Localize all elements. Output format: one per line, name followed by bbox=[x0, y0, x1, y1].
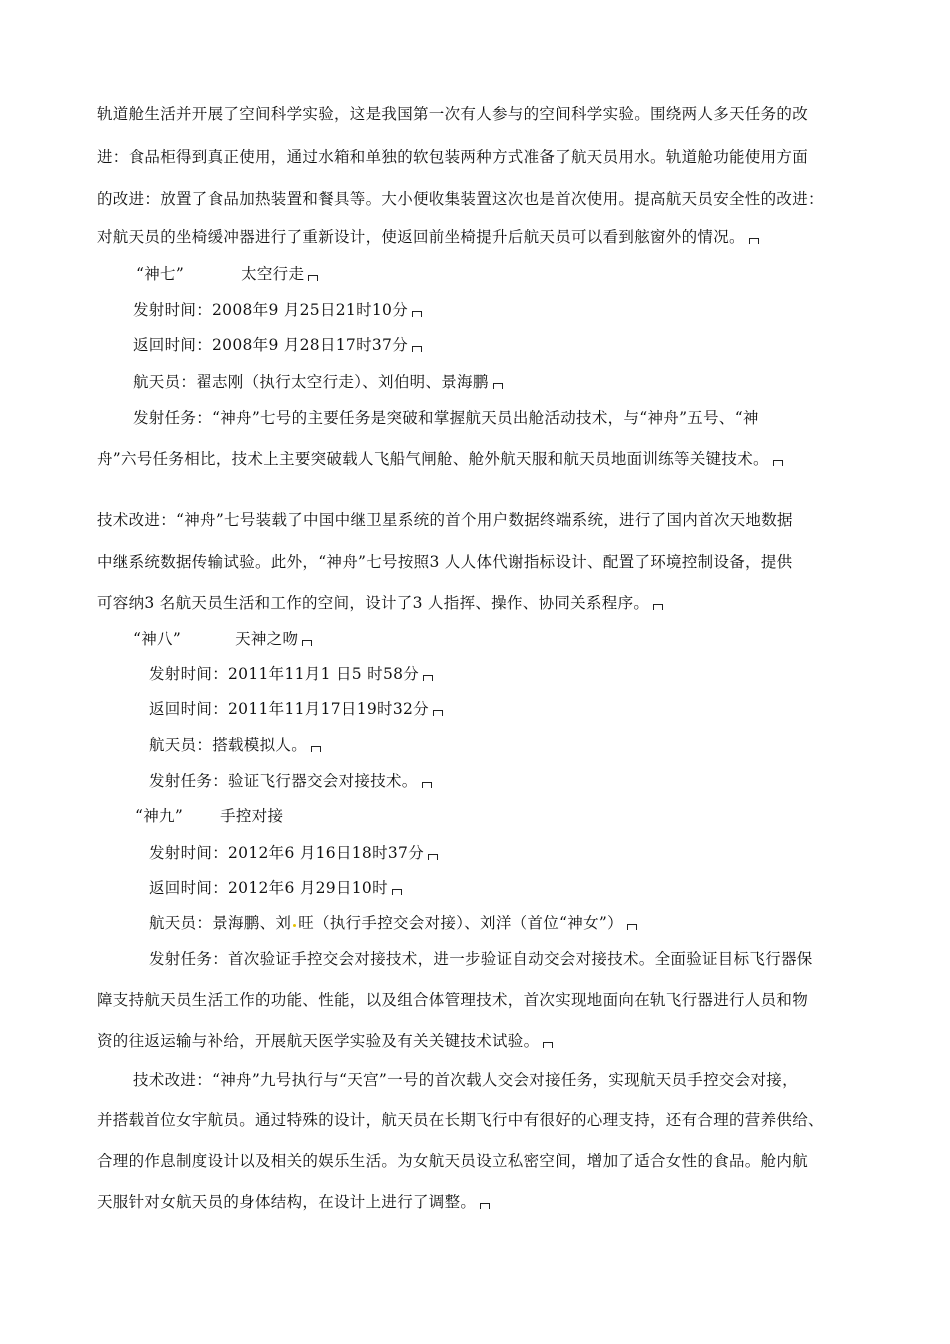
paragraph-mark-icon bbox=[749, 238, 759, 244]
text-line: 航天员：搭载模拟人。 bbox=[149, 735, 321, 755]
text-line: 对航天员的坐椅缓冲器进行了重新设计，使返回前坐椅提升后航天员可以看到舷窗外的情况。 bbox=[97, 227, 759, 247]
paragraph-mark-icon bbox=[302, 640, 312, 646]
paragraph-mark-icon bbox=[543, 1042, 553, 1048]
text-line: 技术改进：“神舟”七号装载了中国中继卫星系统的首个用户数据终端系统，进行了国内首次天地数据 bbox=[97, 511, 793, 529]
text-line: 中继系统数据传输试验。此外，“神舟”七号按照3 人人体代谢指标设计、配置了环境控制设备，提供 bbox=[97, 553, 793, 571]
text-line: 轨道舱生活并开展了空间科学实验，这是我国第一次有人参与的空间科学实验。围绕两人多天任务的改 bbox=[97, 105, 809, 123]
text-line: 资的往返运输与补给，开展航天医学实验及有关关键技术试验。 bbox=[97, 1031, 553, 1051]
text-line: 合理的作息制度设计以及相关的娱乐生活。为女航天员设立私密空间，增加了适合女性的食品。舱内航 bbox=[97, 1152, 809, 1170]
text-line: 的改进：放置了食品加热装置和餐具等。大小便收集装置这次也是首次使用。提高航天员安全性的改进： bbox=[97, 190, 824, 208]
paragraph-mark-icon bbox=[773, 460, 783, 466]
paragraph-mark-icon bbox=[433, 710, 443, 716]
text-line: 并搭载首位女宇航员。通过特殊的设计，航天员在长期飞行中有很好的心理支持，还有合理的营养供给、 bbox=[97, 1111, 824, 1129]
text-line: 发射时间：2012年6 月16日18时37分 bbox=[149, 843, 438, 863]
text-line: 天服针对女航天员的身体结构，在设计上进行了调整。 bbox=[97, 1192, 490, 1212]
mission-heading-shen7: “神七” 太空行走 bbox=[136, 264, 318, 284]
text-line: 发射任务：“神舟”七号的主要任务是突破和掌握航天员出舱活动技术，与“神舟”五号、“神 bbox=[133, 409, 759, 427]
mission-heading-shen9: “神九” 手控对接 bbox=[135, 807, 284, 825]
text-line: 进：食品柜得到真正使用，通过水箱和单独的软包装两种方式准备了航天员用水。轨道舱功能使用方面 bbox=[97, 148, 809, 166]
paragraph-mark-icon bbox=[412, 346, 422, 352]
paragraph-mark-icon bbox=[422, 782, 432, 788]
text-line: 发射时间：2011年11月1 日5 时58分 bbox=[149, 664, 433, 684]
paragraph-mark-icon bbox=[423, 675, 433, 681]
mission-heading-shen8: “神八” 天神之吻 bbox=[133, 629, 312, 649]
paragraph-mark-icon bbox=[412, 311, 422, 317]
paragraph-mark-icon bbox=[653, 604, 663, 610]
text-line: 返回时间：2008年9 月28日17时37分 bbox=[133, 335, 422, 355]
text-line: 可容纳3 名航天员生活和工作的空间，设计了3 人指挥、操作、协同关系程序。 bbox=[97, 593, 663, 613]
paragraph-mark-icon bbox=[392, 889, 402, 895]
text-line: 舟”六号任务相比，技术上主要突破载人飞船气闸舱、舱外航天服和航天员地面训练等关键技术。 bbox=[97, 449, 783, 469]
text-line: 航天员：景海鹏、刘 旺（执行手控交会对接）、刘洋（首位“神女”） bbox=[149, 913, 637, 933]
paragraph-mark-icon bbox=[627, 924, 637, 930]
text-line: 返回时间：2011年11月17日19时32分 bbox=[149, 699, 443, 719]
text-line: 发射任务：验证飞行器交会对接技术。 bbox=[149, 771, 432, 791]
text-line: 发射任务：首次验证手控交会对接技术，进一步验证自动交会对接技术。全面验证目标飞行器保 bbox=[149, 950, 813, 968]
text-line: 发射时间：2008年9 月25日21时10分 bbox=[133, 300, 422, 320]
paragraph-mark-icon bbox=[311, 746, 321, 752]
paragraph-mark-icon bbox=[428, 854, 438, 860]
text-line: 障支持航天员生活工作的功能、性能，以及组合体管理技术，首次实现地面向在轨飞行器进行人员和物 bbox=[97, 991, 809, 1009]
paragraph-mark-icon bbox=[493, 383, 503, 389]
paragraph-mark-icon bbox=[480, 1203, 490, 1209]
text-line: 技术改进：“神舟”九号执行与“天宫”一号的首次载人交会对接任务，实现航天员手控交会对接， bbox=[133, 1071, 798, 1089]
marker-dot-icon bbox=[293, 924, 296, 927]
paragraph-mark-icon bbox=[308, 275, 318, 281]
text-line: 航天员：翟志刚（执行太空行走）、刘伯明、景海鹏 bbox=[133, 372, 503, 392]
text-line: 返回时间：2012年6 月29日10时 bbox=[149, 878, 402, 898]
